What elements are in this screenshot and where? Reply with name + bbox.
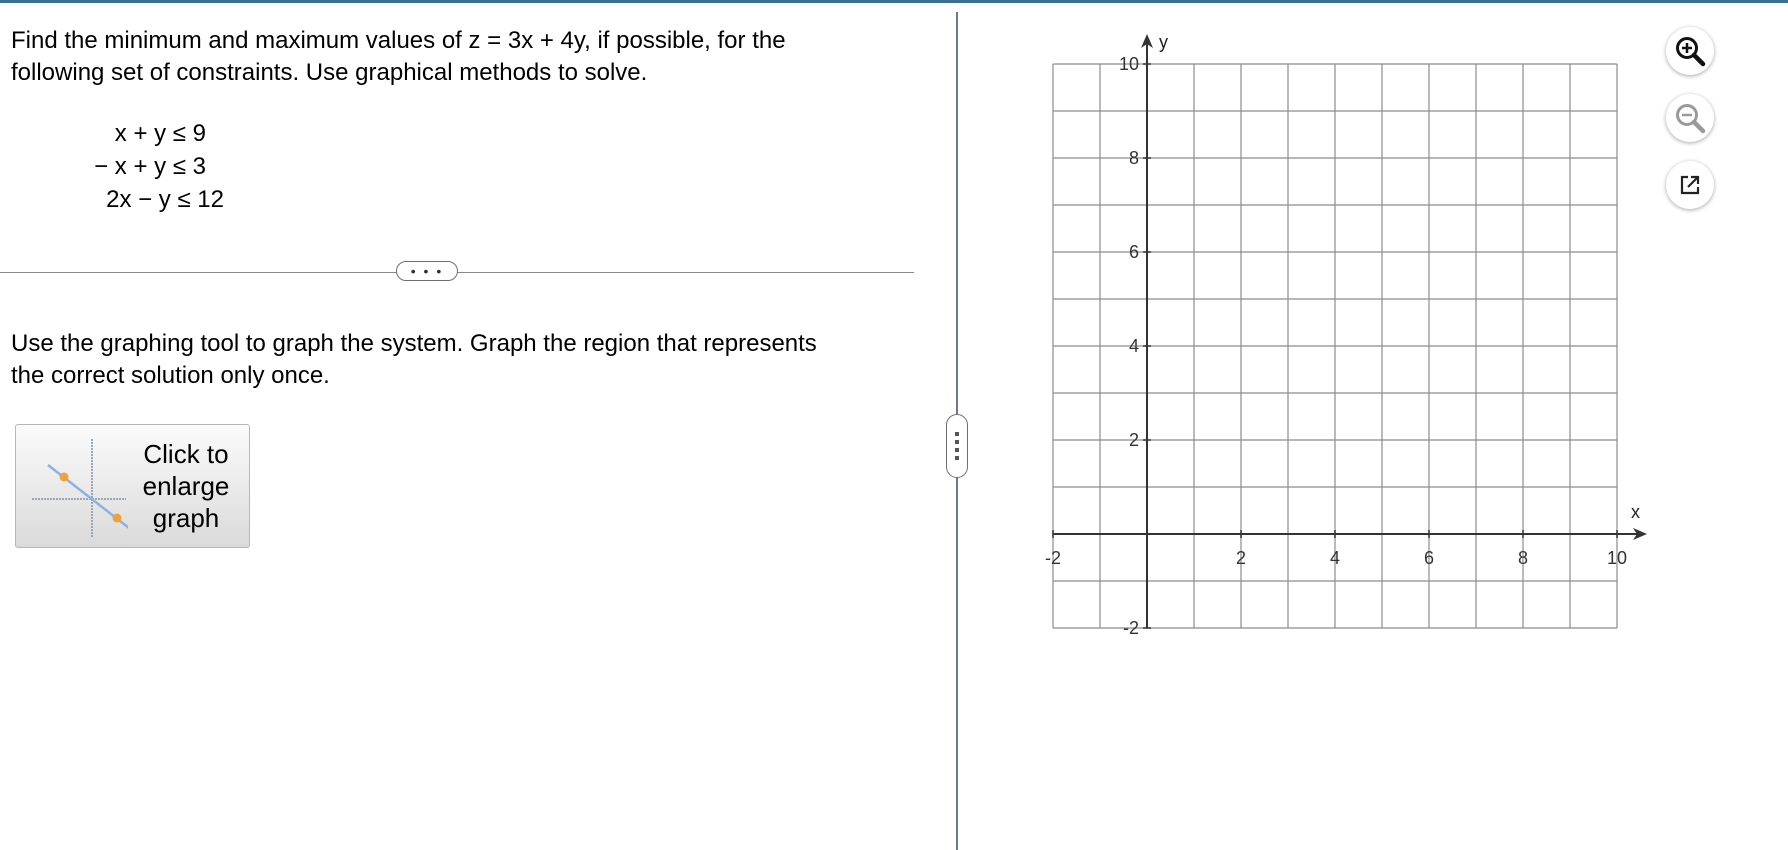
y-tick-label: 4	[1128, 336, 1139, 356]
handle-dot	[955, 456, 959, 460]
constraint-list	[64, 117, 224, 216]
y-tick-label: -2	[1122, 618, 1139, 638]
x-tick-label: 4	[1329, 548, 1341, 568]
handle-dot	[955, 440, 959, 444]
x-axis-label: x	[1631, 502, 1640, 522]
zoom-in-icon	[1673, 34, 1707, 68]
zoom-out-icon	[1673, 101, 1707, 135]
graph-area[interactable]	[1020, 26, 1660, 656]
show-more-button[interactable]: • • •	[396, 261, 458, 281]
instruction-text: Use the graphing tool to graph the system. Graph the region that represents the correct solution only once.	[11, 330, 817, 389]
handle-dot	[955, 432, 959, 436]
y-tick-label: 6	[1128, 242, 1139, 262]
pane-resize-handle[interactable]	[946, 414, 968, 478]
constraint-1: x + y ≤ 9	[114, 120, 206, 147]
x-tick-label: 6	[1423, 548, 1435, 568]
popout-button[interactable]	[1666, 161, 1714, 209]
enlarge-graph-label: Click to enlarge graph	[142, 439, 230, 533]
question-pane	[0, 3, 956, 850]
y-axis-label: y	[1159, 32, 1168, 52]
y-tick-label: 8	[1128, 148, 1139, 168]
handle-dot	[955, 448, 959, 452]
question-text: Find the minimum and maximum values of z = 3x + 4y, if possible, for the following set of constraints. Use graphical methods to solve.	[11, 27, 786, 86]
external-link-icon	[1675, 170, 1705, 200]
zoom-in-button[interactable]	[1666, 27, 1714, 75]
zoom-out-button[interactable]	[1666, 94, 1714, 142]
constraint-2: − x + y ≤ 3	[94, 153, 206, 180]
y-tick-label: 10	[1118, 54, 1139, 74]
x-tick-label: -2	[1044, 548, 1062, 568]
x-tick-label: 10	[1606, 548, 1628, 568]
x-tick-label: 8	[1517, 548, 1529, 568]
y-tick-label: 2	[1128, 430, 1139, 450]
constraint-3: 2x − y ≤ 12	[106, 186, 224, 213]
graph-thumbnail-icon	[28, 437, 128, 537]
enlarge-graph-button[interactable]	[15, 424, 250, 548]
x-tick-label: 2	[1235, 548, 1247, 568]
